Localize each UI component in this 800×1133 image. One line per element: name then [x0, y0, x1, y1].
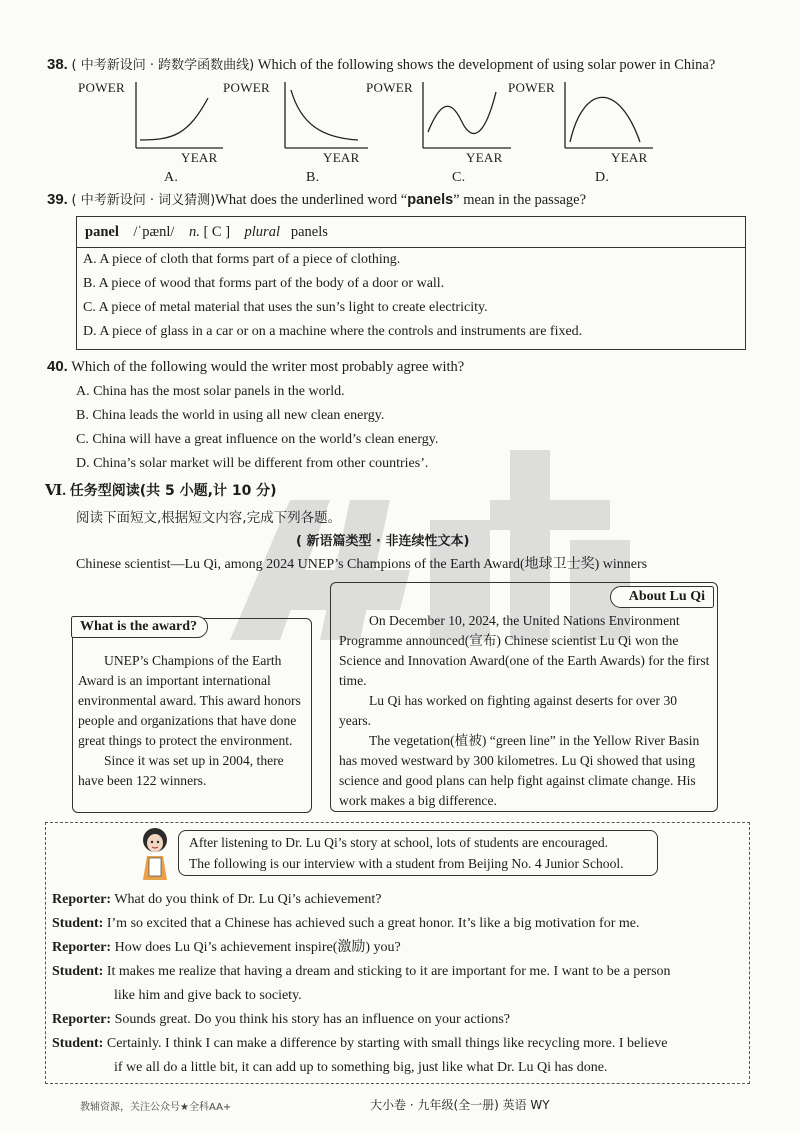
section-heading [45, 480, 277, 500]
dialogue-line [52, 912, 752, 936]
graph-a-plot [78, 80, 228, 160]
about-paragraph-3: The vegetation(植被) “green line” in the Yellow River Basin has moved westward by 300 kilometres. Lu Qi showed that using science and good plans can help fight against climate change. His work makes a big difference. [339, 733, 700, 808]
graph-d-plot [508, 80, 658, 160]
utterance: Certainly. I think I can make a difference by starting with small things like recycling more. I believe [106, 1036, 668, 1051]
utterance: What do you think of Dr. Lu Qi’s achievement? [114, 892, 382, 907]
x-axis-label: YEAR [181, 150, 218, 165]
question-number: 40. [47, 358, 68, 375]
about-lu-qi-box [330, 582, 718, 812]
speech-bubble [178, 830, 658, 876]
about-box-title: About Lu Qi [610, 586, 714, 608]
utterance: Sounds great. Do you think his story has an influence on your actions? [114, 1012, 511, 1027]
headword: panel [85, 224, 119, 240]
q40-option-b: B. China leads the world in using all new clean energy. [76, 408, 385, 423]
student-avatar-icon [135, 826, 175, 880]
speaker: Reporter: [52, 892, 112, 907]
option-label: D. [595, 170, 610, 185]
about-paragraph-1: On December 10, 2024, the United Nations Environment Programme announced(宣布) Chinese scientist Lu Qi won the Science and Innovation Award(one of the Earth Awards) for the first time. [339, 613, 710, 688]
passage-headline: Chinese scientist—Lu Qi, among 2024 UNEP’s Champions of the Earth Award(地球卫士奖) winners [76, 557, 648, 572]
graph-d [508, 80, 658, 190]
x-axis-label: YEAR [611, 150, 648, 165]
question-tag: ( 中考新设问 · 跨数学函数曲线) [71, 58, 255, 73]
definition-c: C. A piece of metal material that uses the sun’s light to create electricity. [83, 300, 488, 315]
award-box-body [78, 651, 307, 791]
graph-b [223, 80, 373, 190]
text-type-tag: ( 新语篇类型 · 非连续性文本) [296, 534, 470, 549]
utterance: It makes me realize that having a dream and sticking to it are important for me. I want to be a person [106, 964, 671, 979]
question-number: 38. [47, 56, 68, 73]
definition-a: A. A piece of cloth that forms part of a piece of clothing. [83, 252, 401, 267]
x-axis-label: YEAR [323, 150, 360, 165]
option-label: B. [306, 170, 320, 185]
dictionary-entry [76, 216, 746, 350]
section-title: 任务型阅读(共 5 小题,计 10 分) [69, 483, 277, 499]
question-38 [47, 55, 715, 76]
section-instructions: 阅读下面短文,根据短文内容,完成下列各题。 [76, 510, 342, 526]
option-label: A. [164, 170, 179, 185]
graph-c [366, 80, 516, 190]
option-graphs [78, 80, 758, 190]
section-number: Ⅵ. [45, 483, 66, 499]
about-box-body [339, 611, 711, 811]
dialogue-line [52, 888, 752, 912]
question-40 [47, 357, 464, 377]
dialogue-continuation: if we all do a little bit, it can add up to something big, just like what Dr. Lu Qi has done. [114, 1060, 608, 1075]
dialogue-line [52, 960, 752, 984]
y-axis-label: POWER [366, 80, 413, 95]
speaker: Reporter: [52, 940, 112, 955]
speaker: Student: [52, 916, 104, 931]
award-box-title: What is the award? [71, 616, 208, 638]
speech-line-1: After listening to Dr. Lu Qi’s story at school, lots of students are encouraged. [189, 835, 609, 850]
q40-option-d: D. China’s solar market will be different from other countries’. [76, 456, 429, 471]
dialogue-line [52, 936, 752, 960]
dialogue-continuation: like him and give back to society. [114, 988, 302, 1003]
definition-b: B. A piece of wood that forms part of the body of a door or wall. [83, 276, 445, 291]
question-number: 39. [47, 191, 68, 208]
y-axis-label: POWER [508, 80, 555, 95]
speaker: Student: [52, 964, 104, 979]
plural-label: plural [244, 224, 280, 240]
award-paragraph-2: Since it was set up in 2004, there have been 122 winners. [78, 753, 284, 788]
question-39 [47, 190, 586, 211]
y-axis-label: POWER [223, 80, 270, 95]
q40-option-c: C. China will have a great influence on the world’s clean energy. [76, 432, 439, 447]
dictionary-headword-row [77, 217, 745, 248]
question-tag: ( 中考新设问 · 词义猜测) [71, 193, 216, 208]
interview-dialogue [52, 888, 752, 1080]
option-label: C. [452, 170, 466, 185]
phonetic: /ˈpænl/ [133, 224, 175, 240]
dialogue-line [52, 1032, 752, 1056]
speech-line-2: The following is our interview with a student from Beijing No. 4 Junior School. [189, 856, 624, 871]
utterance: I’m so excited that a Chinese has achieved such a great honor. It’s like a big motivation for me. [106, 916, 640, 931]
definition-d: D. A piece of glass in a car or on a machine where the controls and instruments are fixed. [83, 324, 583, 339]
graph-c-plot [366, 80, 516, 160]
q40-option-a: A. China has the most solar panels in the world. [76, 384, 345, 399]
speaker: Student: [52, 1036, 104, 1051]
graph-b-plot [223, 80, 373, 160]
award-paragraph-1: UNEP’s Champions of the Earth Award is an important international environmental award. This award honors people and organizations that have done great things to protect the environment. [78, 653, 301, 748]
question-text: Which of the following shows the development of using solar power in China? [257, 57, 716, 73]
graph-a [78, 80, 228, 190]
underlined-word: panels [407, 192, 454, 208]
footer-left: 教辅资源，关注公众号★全科AA+ [80, 1102, 232, 1113]
utterance: How does Lu Qi’s achievement inspire(激励) you? [114, 940, 401, 955]
dialogue-line [52, 1008, 752, 1032]
question-text-before: What does the underlined word “ [215, 192, 408, 208]
question-text-after: ” mean in the passage? [453, 192, 587, 208]
award-info-box [72, 618, 312, 813]
about-paragraph-2: Lu Qi has worked on fighting against deserts for over 30 years. [339, 693, 678, 728]
speaker: Reporter: [52, 1012, 112, 1027]
y-axis-label: POWER [78, 80, 125, 95]
footer-center: 大小卷 · 九年级(全一册) 英语 WY [370, 1098, 550, 1112]
countable-mark: [ C ] [203, 224, 231, 240]
plural-form: panels [290, 224, 328, 240]
x-axis-label: YEAR [466, 150, 503, 165]
question-text: Which of the following would the writer most probably agree with? [71, 359, 465, 375]
part-of-speech: n. [188, 224, 200, 240]
